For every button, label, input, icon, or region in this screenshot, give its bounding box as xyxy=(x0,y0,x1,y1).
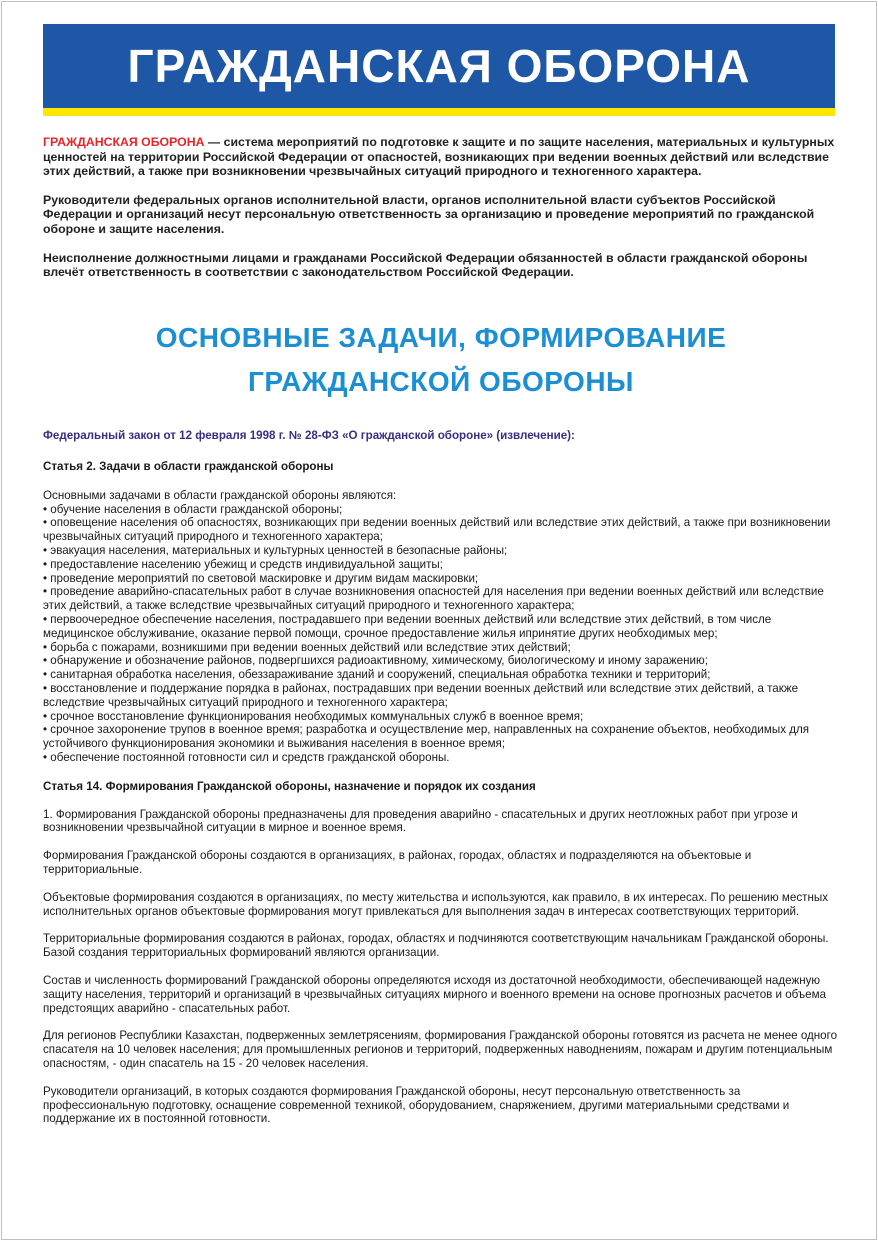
intro-term: ГРАЖДАНСКАЯ ОБОРОНА xyxy=(43,135,205,149)
banner-yellow-stripe xyxy=(43,108,835,116)
intro-definition xyxy=(43,135,839,179)
article14-paragraph: 1. Формирования Гражданской обороны предназначены для проведения аварийно - спасательных и других неотложных работ при угрозе и возникновении чрезвычайной ситуации в мирное и военное время. xyxy=(43,807,798,835)
article2-title: Статья 2. Задачи в области гражданской обороны xyxy=(43,459,334,473)
task-item: • обучение населения в области гражданской обороны; xyxy=(43,503,839,517)
law-reference: Федеральный закон от 12 февраля 1998 г. № 28-ФЗ «О гражданской обороне» (извлечение): xyxy=(43,428,575,442)
task-item: • восстановление и поддержание порядка в районах, пострадавших при ведении военных действий или вследствие этих действий, а также вследствие чрезвычайных ситуаций природного и техногенного характера; xyxy=(43,682,839,710)
task-item: • санитарная обработка населения, обеззараживание зданий и сооружений, специальная обработка техники и территорий; xyxy=(43,668,839,682)
article2-lead: Основными задачами в области гражданской обороны являются: xyxy=(43,488,397,502)
section-title-line2: ГРАЖДАНСКОЙ ОБОРОНЫ xyxy=(248,365,634,397)
page-title: ГРАЖДАНСКАЯ ОБОРОНА xyxy=(127,40,751,92)
task-item: • обеспечение постоянной готовности сил и средств гражданской обороны. xyxy=(43,751,839,765)
header-banner xyxy=(43,24,835,116)
article14-paragraph: Для регионов Республики Казахстан, подверженных землетрясениям, формирования Гражданской обороны готовятся из расчета не менее одного спасателя на 10 человек населения; для промышленных регионов и территорий, подверженных наводнениям, пожарам и другим потенциальным опасностям, - один спасатель на 15 - 20 человек населения. xyxy=(43,1029,838,1071)
task-item: • эвакуация населения, материальных и культурных ценностей в безопасные районы; xyxy=(43,544,839,558)
article14-paragraph: Состав и численность формирований Гражданской обороны определяются исходя из достаточной необходимости, обеспечивающей надежную защиту населения, территорий и организаций в чрезвычайных ситуациях мирного и военного времени на основе прогнозных расчетов и объема предстоящих аварийно - спасательных работ. xyxy=(43,974,827,1015)
article14-title: Статья 14. Формирования Гражданской обороны, назначение и порядок их создания xyxy=(43,779,536,793)
intro-block xyxy=(43,135,839,280)
intro-responsibility: Руководители федеральных органов исполнительной власти, органов исполнительной власти субъектов Российской Федерации и организаций несут персональную ответственность за организацию и проведение мероприятий по гражданской обороне и защите населения. xyxy=(43,192,815,236)
task-item: • срочное захоронение трупов в военное время; разработка и осуществление мер, направленных на сохранение объектов, необходимых для устойчивого функционирования экономики и выживания населения в военное время; xyxy=(43,723,839,751)
article14-paragraph: Объектовые формирования создаются в организациях, по месту жительства и используются, как правило, в их интересах. По решению местных исполнительных органов объектовые формирования могут привлекаться для выполнения задач в интересах соответствующих территорий. xyxy=(43,890,828,918)
task-item: • борьба с пожарами, возникшими при ведении военных действий или вследствие этих действий; xyxy=(43,641,839,655)
main-content xyxy=(43,135,839,1126)
task-item: • проведение мероприятий по световой маскировке и другим видам маскировки; xyxy=(43,572,839,586)
task-item: • обнаружение и обозначение районов, подвергшихся радиоактивному, химическому, биологическому и иному заражению; xyxy=(43,654,839,668)
intro-liability: Неисполнение должностными лицами и гражданами Российской Федерации обязанностей в области гражданской обороны влечёт ответственность в соответствии с законодательством Российской Федерации. xyxy=(43,250,808,280)
article14-paragraph: Территориальные формирования создаются в районах, городах, областях и подчиняются соответствующим начальникам Гражданской обороны. Базой создания территориальных формирований являются организации. xyxy=(43,932,829,960)
article2-task-list xyxy=(43,503,839,765)
task-item: • первоочередное обеспечение населения, пострадавшего при ведении военных действий или вследствие этих действий, в том числе медицинское обслуживание, оказание первой помощи, срочное предоставление жилья ипринятие других необходимых мер; xyxy=(43,613,839,641)
article14-paragraph: Руководители организаций, в которых создаются формирования Гражданской обороны, несут персональную ответственность за профессиональную подготовку, оснащение современной техникой, оборудованием, снаряжением, другими материальными средствами и поддержание их в постоянной готовности. xyxy=(43,1084,790,1126)
task-item: • предоставление населению убежищ и средств индивидуальной защиты; xyxy=(43,558,839,572)
task-item: • оповещение населения об опасностях, возникающих при ведении военных действий или вследствие этих действий, а также при возникновении чрезвычайных ситуаций природного и техногенного характера; xyxy=(43,516,839,544)
article14-paragraph: Формирования Гражданской обороны создаются в организациях, в районах, городах, областях и подразделяются на объектовые и территориальные. xyxy=(43,849,752,877)
section-title xyxy=(43,316,839,404)
intro-definition-text: — система мероприятий по подготовке к защите и по защите населения, материальных и культурных ценностей на территории Российской Федерации от опасностей, возникающих при ведении военных действий или вследствие этих действий, а также при возникновении чрезвычайных ситуаций природного и техногенного характера. xyxy=(43,135,835,179)
task-item: • проведение аварийно-спасательных работ в случае возникновения опасностей для населения при ведении военных действий или вследствие этих действий, а также вследствие чрезвычайных ситуаций природного и техногенного характера; xyxy=(43,585,839,613)
section-title-line1: ОСНОВНЫЕ ЗАДАЧИ, ФОРМИРОВАНИЕ xyxy=(155,321,727,353)
task-item: • срочное восстановление функционирования необходимых коммунальных служб в военное время; xyxy=(43,710,839,724)
